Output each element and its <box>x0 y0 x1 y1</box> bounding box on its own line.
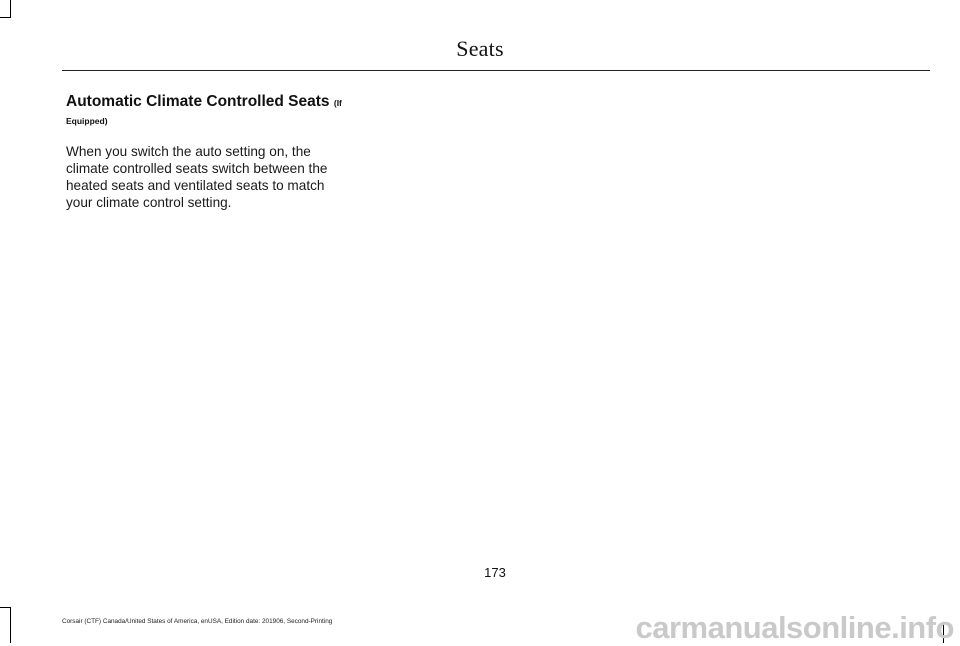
footer-edition-text: Corsair (CTF) Canada/United States of America, enUSA, Edition date: 201906, Second-Printing <box>62 618 333 625</box>
crop-mark-bottom-left-horizontal <box>0 607 11 608</box>
crop-mark-top-left-horizontal <box>0 17 11 18</box>
section-qualifier-end: Equipped) <box>66 116 108 126</box>
crop-mark-top-left-vertical <box>10 0 11 18</box>
watermark-text[interactable]: carmanualsonline.info <box>635 610 954 645</box>
crop-mark-bottom-left-vertical <box>10 607 11 643</box>
section-qualifier-start: (If <box>333 98 342 108</box>
header-divider <box>62 70 930 71</box>
section-title-text: Automatic Climate Controlled Seats <box>66 93 330 110</box>
section-title <box>66 92 348 113</box>
section-content <box>66 92 348 211</box>
page-number: 173 <box>484 565 506 580</box>
section-body-text: When you switch the auto setting on, the climate controlled seats switch between the heated seats and ventilated seats to match your climate control setting. <box>66 144 328 210</box>
page-header-title: Seats <box>456 36 504 61</box>
